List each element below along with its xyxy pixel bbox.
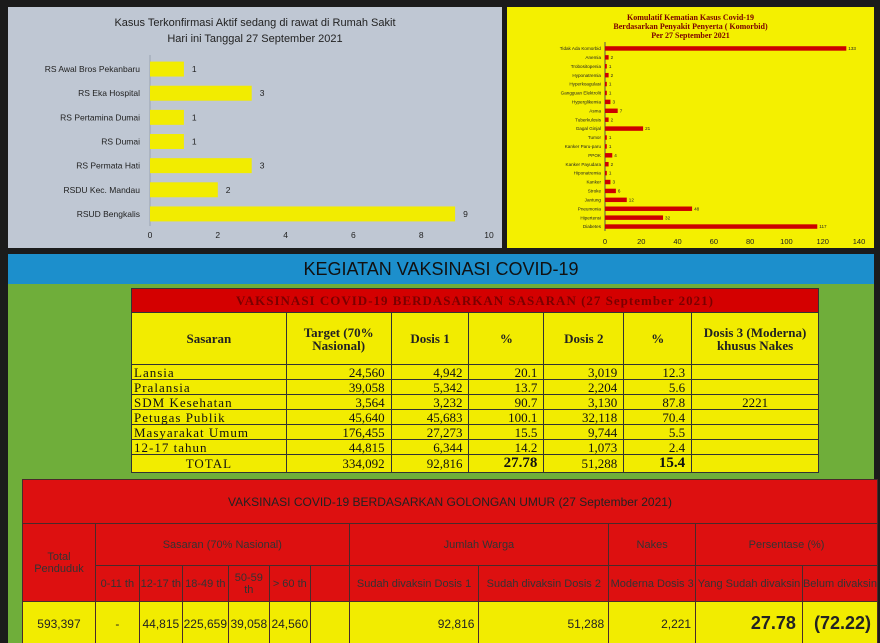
x-tick-label: 4 (283, 230, 288, 240)
table-cell: Petugas Publik (132, 410, 287, 425)
category-label: Hipertensi (580, 215, 601, 221)
data-label: 1 (191, 64, 197, 75)
data-label: 3 (259, 88, 265, 99)
table-row (23, 602, 878, 643)
data-bar (605, 207, 692, 211)
table-cell: 4,942 (391, 365, 469, 380)
data-bar (605, 64, 607, 68)
data-label: 1 (191, 136, 197, 147)
category-label: Tidak Ada Komorbid (559, 46, 601, 52)
table2-subheader: > 60 th (269, 566, 310, 602)
table1-header: % (469, 313, 544, 365)
data-label: 32 (665, 215, 671, 221)
table-cell: 24,560 (286, 365, 391, 380)
data-label: 3 (612, 179, 616, 185)
category-label: Diabetes (582, 224, 601, 230)
x-tick-label: 8 (418, 230, 424, 240)
data-bar (150, 158, 252, 173)
table-cell (692, 380, 819, 395)
table-cell (692, 410, 819, 425)
data-bar (150, 86, 252, 101)
table-cell: 45,640 (286, 410, 391, 425)
category-label: RS Eka Hospital (78, 88, 140, 99)
total-population-value: 593,397 (23, 602, 96, 643)
data-label: 12 (628, 197, 634, 203)
data-label: 1 (608, 170, 612, 176)
table-cell: 2,204 (544, 380, 624, 395)
category-label: Trobositopenia (570, 63, 601, 69)
category-label: Hiponatremia (573, 170, 601, 176)
data-bar (605, 215, 663, 219)
table-cell: 70.4 (624, 410, 692, 425)
table-cell: 15.5 (469, 425, 544, 440)
category-label: Hyperglikemia (571, 99, 601, 105)
nakes-group-header: Nakes (609, 524, 696, 566)
table2-title: VAKSINASI COVID-19 BERDASARKAN GOLONGAN UMUR (27 September 2021) (23, 480, 878, 524)
table-cell: 12.3 (624, 365, 692, 380)
table2-subheader: 50-59 th (228, 566, 269, 602)
dose2-residents-value: 51,288 (479, 602, 609, 643)
table-cell: 1,073 (544, 440, 624, 455)
table-cell: 27,273 (391, 425, 469, 440)
age-0-11-value: - (95, 602, 139, 643)
x-tick-label: 60 (709, 237, 719, 246)
table1-header: Target (70% Nasional) (286, 313, 391, 365)
data-label: 9 (463, 208, 468, 219)
table-cell (692, 440, 819, 455)
table-row (132, 365, 819, 380)
table-cell: 44,815 (286, 440, 391, 455)
hospital-bar-chart (8, 7, 502, 248)
category-label: Stroke (587, 188, 601, 194)
category-label: Pneumonia (577, 206, 601, 212)
data-label: 2 (610, 54, 614, 60)
table-cell: 45,683 (391, 410, 469, 425)
data-bar (605, 198, 627, 202)
category-label: RS Permata Hati (76, 160, 140, 171)
data-bar (605, 171, 607, 175)
data-bar (605, 91, 607, 95)
table-cell: 5.5 (624, 425, 692, 440)
table-cell: 20.1 (469, 365, 544, 380)
table1-header: Dosis 1 (391, 313, 469, 365)
age-18-49-value: 225,659 (182, 602, 228, 643)
data-label: 7 (619, 108, 623, 114)
data-label: 2 (225, 184, 231, 195)
comorbid-chart-subtitle: Berdasarkan Penyakit Penyerta ( Komorbid) (613, 22, 768, 31)
table-row (132, 410, 819, 425)
hospital-cases-chart-panel (8, 7, 502, 248)
category-label: RS Dumai (101, 136, 140, 147)
table2-subheader: 12-17 th (139, 566, 182, 602)
data-bar (605, 109, 618, 113)
data-bar (150, 182, 218, 197)
total-dose1-percent: 27.78 (469, 455, 544, 473)
data-label: 1 (608, 81, 612, 87)
table-cell: 100.1 (469, 410, 544, 425)
x-tick-label: 140 (852, 237, 866, 246)
vaccination-section-title: KEGIATAN VAKSINASI COVID-19 (303, 259, 579, 279)
data-bar (605, 46, 846, 50)
data-label: 133 (848, 46, 856, 52)
comorbid-chart-date: Per 27 September 2021 (651, 31, 730, 40)
vaccination-by-age-table (22, 479, 878, 643)
x-tick-label: 2 (215, 230, 221, 240)
vaccinated-percent-value: 27.78 (696, 602, 803, 643)
data-label: 1 (608, 63, 612, 69)
table2-subheader: Sudah divaksin Dosis 2 (479, 566, 609, 602)
table-cell: Pralansia (132, 380, 287, 395)
total-dose2-percent: 15.4 (624, 455, 692, 473)
table-cell: 3,232 (391, 395, 469, 410)
category-label: Kanker Payudara (565, 161, 601, 167)
data-label: 2 (610, 161, 614, 167)
data-label: 4 (614, 152, 617, 158)
data-label: 3 (259, 160, 265, 171)
data-bar (150, 134, 184, 149)
data-label: 117 (819, 224, 827, 230)
category-label: PPOK (588, 152, 601, 158)
data-label: 1 (191, 112, 197, 123)
category-label: Gagal Ginjal (575, 126, 601, 132)
data-bar (605, 100, 610, 104)
data-label: 1 (608, 135, 612, 141)
data-bar (605, 126, 643, 130)
table-cell: 3,564 (286, 395, 391, 410)
total-dose3 (692, 455, 819, 473)
data-bar (605, 189, 616, 193)
table-cell: 2221 (692, 395, 819, 410)
table-cell: 90.7 (469, 395, 544, 410)
moderna-dose3-value: 2,221 (609, 602, 696, 643)
category-label: Hyperkoagulasi (569, 81, 601, 87)
age-60-plus-value: 24,560 (269, 602, 310, 643)
data-label: 2 (610, 117, 614, 123)
category-label: Asma (589, 108, 601, 114)
comorbid-chart-title: Komulatif Kematian Kasus Covid-19 (627, 13, 754, 22)
table-cell: 2.4 (624, 440, 692, 455)
table1-header: Sasaran (132, 313, 287, 365)
data-label: 21 (645, 126, 651, 132)
table-cell: 5,342 (391, 380, 469, 395)
table-cell: 14.2 (469, 440, 544, 455)
x-tick-label: 80 (745, 237, 755, 246)
data-bar (605, 55, 609, 59)
data-label: 1 (608, 144, 612, 150)
table2-subheader: Moderna Dosis 3 (609, 566, 696, 602)
table1-title: VAKSINASI COVID-19 BERDASARKAN SASARAN (27 September 2021) (132, 289, 819, 313)
age-12-17-value: 44,815 (139, 602, 182, 643)
category-label: Jantung (584, 197, 601, 203)
vaccination-section-header (8, 254, 874, 284)
total-target: 334,092 (286, 455, 391, 473)
table-row (132, 425, 819, 440)
category-label: RS Pertamina Dumai (60, 112, 140, 123)
table2-subheader: 18-49 th (182, 566, 228, 602)
table-cell: 3,130 (544, 395, 624, 410)
vaccination-by-target-table (131, 288, 819, 473)
category-label: Anemia (585, 54, 601, 60)
data-bar (605, 73, 609, 77)
data-bar (605, 117, 609, 121)
table-cell: 176,455 (286, 425, 391, 440)
data-label: 48 (694, 206, 700, 212)
age-50-59-value: 39,058 (228, 602, 269, 643)
total-dose2: 51,288 (544, 455, 624, 473)
table-cell: 5.6 (624, 380, 692, 395)
category-label: RSUD Bengkalis (76, 208, 140, 219)
x-tick-label: 6 (351, 230, 356, 240)
data-bar (605, 162, 609, 166)
table-row (132, 440, 819, 455)
table-cell: Masyarakat Umum (132, 425, 287, 440)
data-label: 1 (608, 90, 612, 96)
x-tick-label: 0 (147, 230, 153, 240)
table-cell: Lansia (132, 365, 287, 380)
table-cell: 12-17 tahun (132, 440, 287, 455)
data-bar (605, 135, 607, 139)
percentage-group-header: Persentase (%) (696, 524, 878, 566)
table-cell (692, 425, 819, 440)
total-label: TOTAL (132, 455, 287, 473)
x-tick-label: 20 (637, 237, 646, 246)
table1-header: Dosis 3 (Moderna) khusus Nakes (692, 313, 819, 365)
table-cell: 39,058 (286, 380, 391, 395)
table-cell: 6,344 (391, 440, 469, 455)
table-cell: 87.8 (624, 395, 692, 410)
x-tick-label: 10 (484, 230, 494, 240)
category-label: RSDU Kec. Mandau (63, 184, 140, 195)
unvaccinated-percent-value: (72.22) (802, 602, 877, 643)
x-tick-label: 0 (602, 237, 608, 246)
table-row (132, 380, 819, 395)
data-label: 6 (617, 188, 621, 194)
data-bar (605, 144, 607, 148)
dose1-residents-value: 92,816 (349, 602, 479, 643)
x-tick-label: 100 (780, 237, 793, 246)
comorbid-deaths-chart-panel (507, 7, 874, 248)
spacer-cell (310, 602, 349, 643)
table-cell: SDM Kesehatan (132, 395, 287, 410)
table-cell (692, 365, 819, 380)
data-bar (605, 224, 817, 228)
category-label: Kanker (586, 179, 601, 185)
table2-subheader: Yang Sudah divaksin (696, 566, 803, 602)
category-label: Gangguan Elektrolit (560, 90, 601, 96)
table-row (132, 395, 819, 410)
residents-group-header: Jumlah Warga (349, 524, 609, 566)
x-tick-label: 40 (673, 237, 682, 246)
table1-header: % (624, 313, 692, 365)
data-bar (150, 62, 184, 77)
data-bar (605, 180, 610, 184)
x-tick-label: 120 (816, 237, 829, 246)
table2-subheader: 0-11 th (95, 566, 139, 602)
data-bar (605, 153, 612, 157)
target-group-header: Sasaran (70% Nasional) (95, 524, 349, 566)
category-label: RS Awal Bros Pekanbaru (44, 64, 140, 75)
data-bar (150, 206, 455, 221)
total-population-header: Total Penduduk (23, 524, 96, 602)
table-cell: 32,118 (544, 410, 624, 425)
comorbid-bar-chart (507, 7, 874, 248)
table1-header: Dosis 2 (544, 313, 624, 365)
table-total-row (132, 455, 819, 473)
table2-subheader: Sudah divaksin Dosis 1 (349, 566, 479, 602)
total-dose1: 92,816 (391, 455, 469, 473)
table2-subheader: Belum divaksin (802, 566, 877, 602)
table-cell: 9,744 (544, 425, 624, 440)
category-label: Tumor (587, 135, 601, 141)
category-label: Kanker Paru-paru (564, 144, 601, 150)
data-bar (150, 110, 184, 125)
table-cell: 3,019 (544, 365, 624, 380)
category-label: Tuberkulosis (575, 117, 601, 123)
data-label: 3 (612, 99, 616, 105)
data-label: 2 (610, 72, 614, 78)
table2-subheader (310, 566, 349, 602)
table-cell: 13.7 (469, 380, 544, 395)
category-label: Hyponatremia (572, 72, 601, 78)
hospital-chart-title: Kasus Terkonfirmasi Aktif sedang di rawat di Rumah Sakit (114, 17, 396, 29)
data-bar (605, 82, 607, 86)
hospital-chart-subtitle: Hari ini Tanggal 27 September 2021 (167, 33, 343, 45)
